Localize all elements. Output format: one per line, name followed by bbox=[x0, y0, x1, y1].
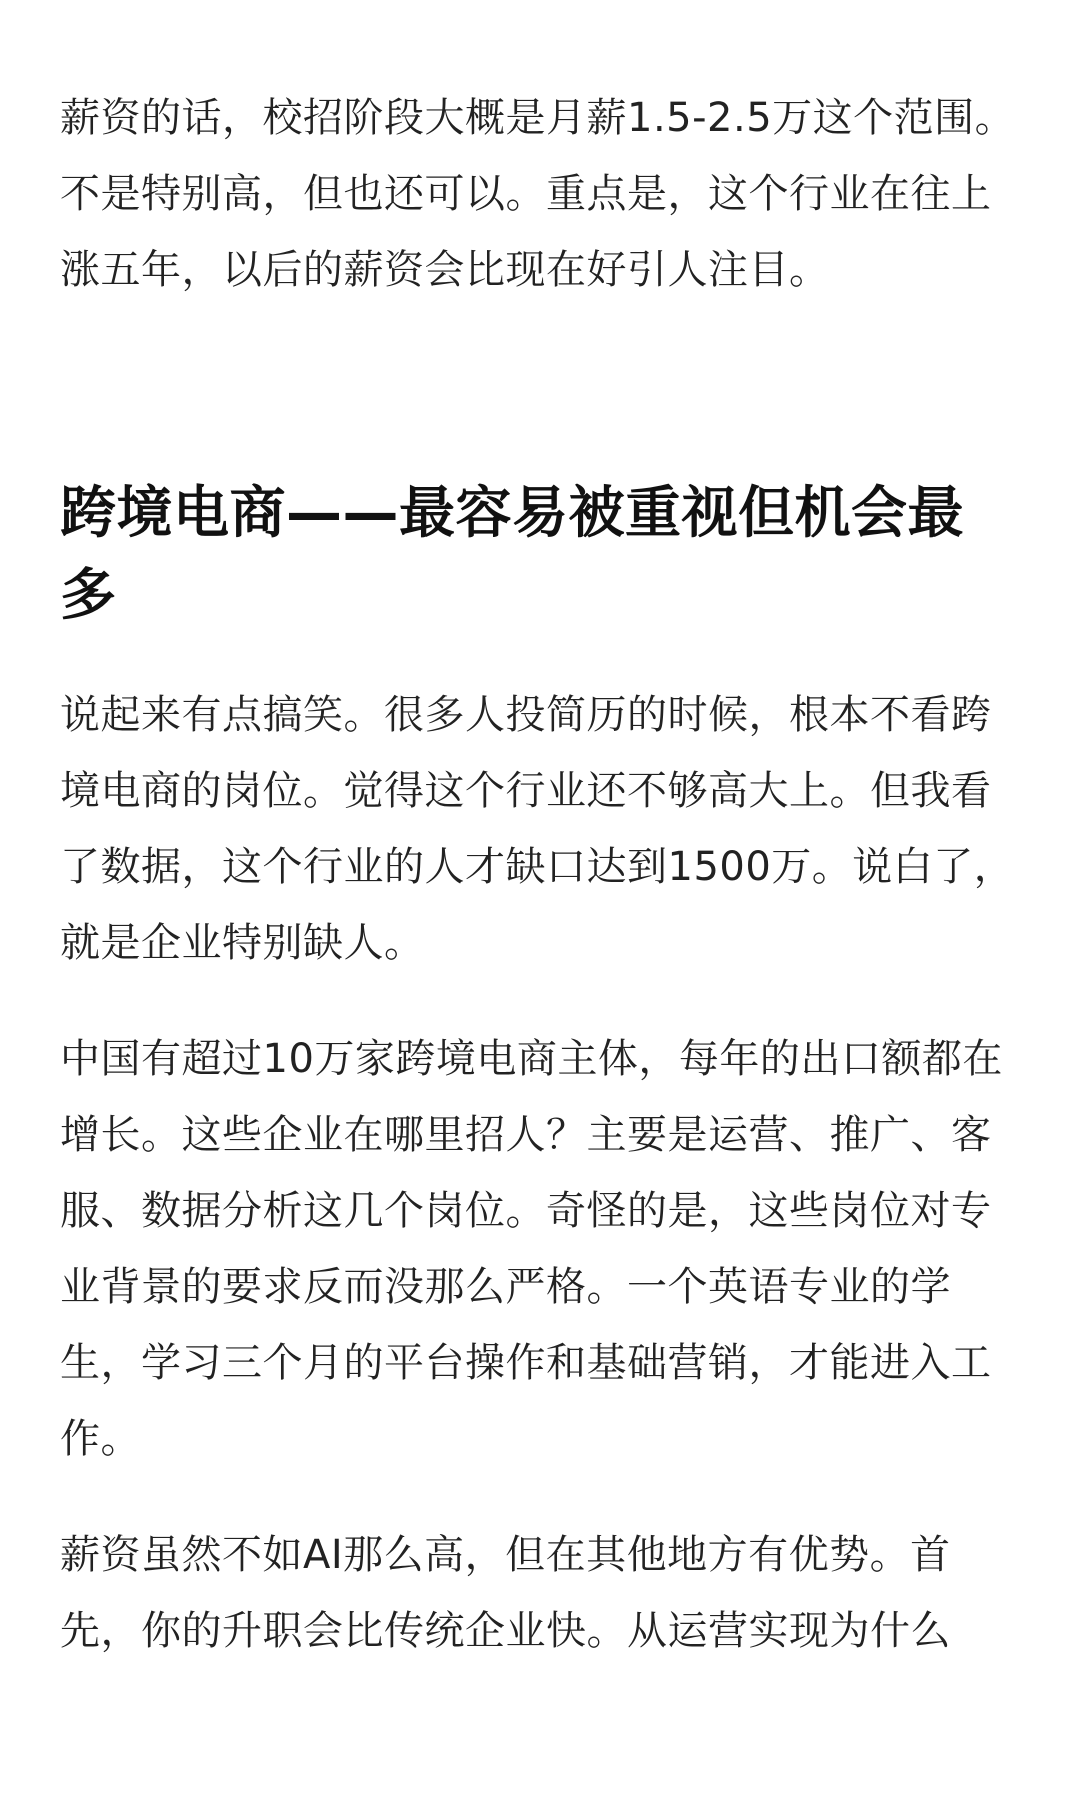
paragraph-advantages: 薪资虽然不如AI那么高，但在其他地方有优势。首先，你的升职会比传统企业快。从运营实现为什么 bbox=[60, 1532, 951, 1654]
paragraph-industry-jobs: 中国有超过10万家跨境电商主体，每年的出口额都在增长。这些企业在哪里招人？主要是运营、推广、客服、数据分析这几个岗位。奇怪的是，这些岗位对专业背景的要求反而没那么严格。一个英语专业的学生，学习三个月的平台操作和基础营销，才能进入工作。 bbox=[60, 1036, 1003, 1462]
article-body bbox=[60, 80, 1020, 1669]
paragraph-salary: 薪资的话，校招阶段大概是月薪1.5-2.5万这个范围。不是特别高，但也还可以。重点是，这个行业在往上涨五年，以后的薪资会比现在好引人注目。 bbox=[60, 95, 1016, 293]
paragraph-talent-gap: 说起来有点搞笑。很多人投简历的时候，根本不看跨境电商的岗位。觉得这个行业还不够高大上。但我看了数据，这个行业的人才缺口达到1500万。说白了，就是企业特别缺人。 bbox=[60, 692, 1015, 966]
section-heading: 跨境电商——最容易被重视但机会最多 bbox=[60, 481, 964, 628]
